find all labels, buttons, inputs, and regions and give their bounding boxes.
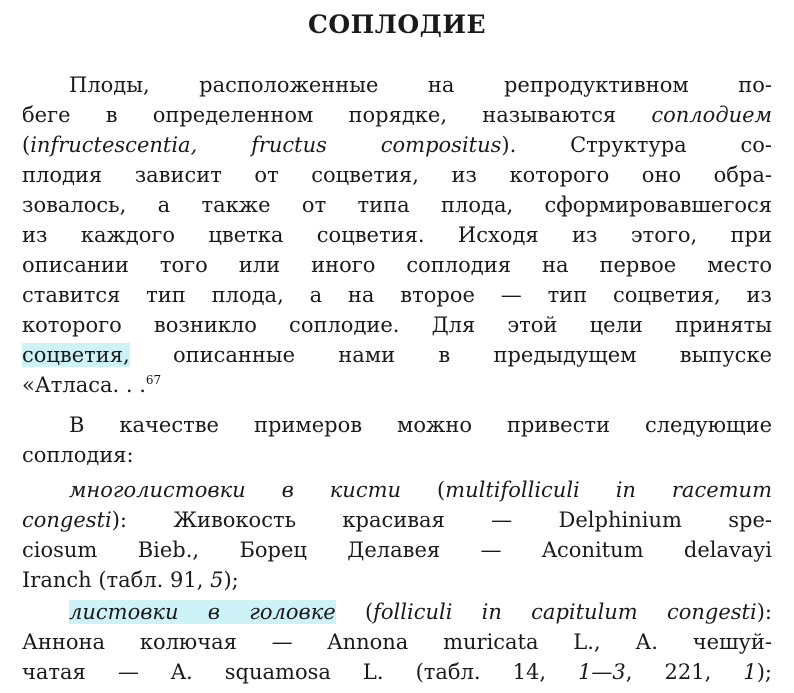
text-span: ( bbox=[436, 478, 446, 502]
text-line: Плоды, расположенные на репродуктивном по- bbox=[69, 73, 772, 97]
text-line: ставится тип плода, а на второе — тип соцветия, из bbox=[22, 283, 772, 307]
text-line bbox=[69, 475, 772, 505]
page-title: СОПЛОДИЕ bbox=[307, 10, 487, 39]
text-span: ): bbox=[756, 600, 772, 624]
text-line bbox=[69, 597, 772, 627]
text-span: ( bbox=[22, 133, 31, 157]
text-span: Iranch (табл. 91, bbox=[22, 568, 204, 592]
text-line: ciosum Bieb., Борец Делавея — Aconitum delavayi bbox=[22, 538, 772, 562]
text-line bbox=[22, 565, 772, 595]
text-span: «Атласа. . . bbox=[22, 373, 146, 397]
figure-ref: 5 bbox=[210, 568, 224, 592]
latin-term: infructescentia, fructus compositus bbox=[30, 133, 502, 157]
text-line: плодия зависит от соцветия, из которого оно обра- bbox=[22, 163, 772, 187]
text-span: описанные нами в предыдущем выпуске bbox=[172, 343, 772, 367]
figure-ref: 1 bbox=[743, 660, 757, 684]
text-line bbox=[22, 370, 772, 400]
text-span: , 221, bbox=[625, 660, 712, 684]
text-line bbox=[22, 505, 772, 535]
text-line: которого возникло соплодие. Для этой цели приняты bbox=[22, 313, 772, 337]
text-line: Аннона колючая — Annona muricata L., А. чешуй- bbox=[22, 630, 772, 654]
text-span: ); bbox=[756, 660, 772, 684]
text-span: ( bbox=[364, 600, 374, 624]
latin-term: multifolliculi in racemum bbox=[445, 478, 772, 502]
text-span: ): Живокость красивая — Delphinium spe- bbox=[111, 508, 772, 532]
highlighted-term: листовки в головке bbox=[69, 600, 336, 624]
text-line: В качестве примеров можно привести следующие bbox=[69, 413, 772, 437]
text-line: из каждого цветка соцветия. Исходя из этого, при bbox=[22, 223, 772, 247]
latin-term: folliculi in capitulum congesti bbox=[373, 600, 757, 624]
text-span: ); bbox=[223, 568, 239, 592]
highlighted-text: соцветия, bbox=[22, 343, 130, 367]
text-line bbox=[22, 100, 772, 130]
text-line: зовалось, а также от типа плода, сформировавшегося bbox=[22, 193, 772, 217]
text-span: беге в определенном порядке, называются bbox=[22, 103, 617, 127]
footnote-ref: 67 bbox=[145, 373, 162, 387]
latin-term: congesti bbox=[22, 508, 112, 532]
term-italic: соплодием bbox=[651, 103, 772, 127]
text-line bbox=[22, 340, 772, 370]
term-italic: многолистовки в кисти bbox=[69, 478, 402, 502]
text-span: чатая — A. squamosa L. (табл. 14, bbox=[22, 660, 547, 684]
text-line: соплодия: bbox=[22, 443, 134, 467]
text-span: ). Структура со- bbox=[501, 133, 772, 157]
text-line bbox=[22, 130, 772, 160]
text-line bbox=[22, 657, 772, 687]
figure-ref: 1—3 bbox=[578, 660, 626, 684]
text-line: описании того или иного соплодия на первое место bbox=[22, 253, 772, 277]
